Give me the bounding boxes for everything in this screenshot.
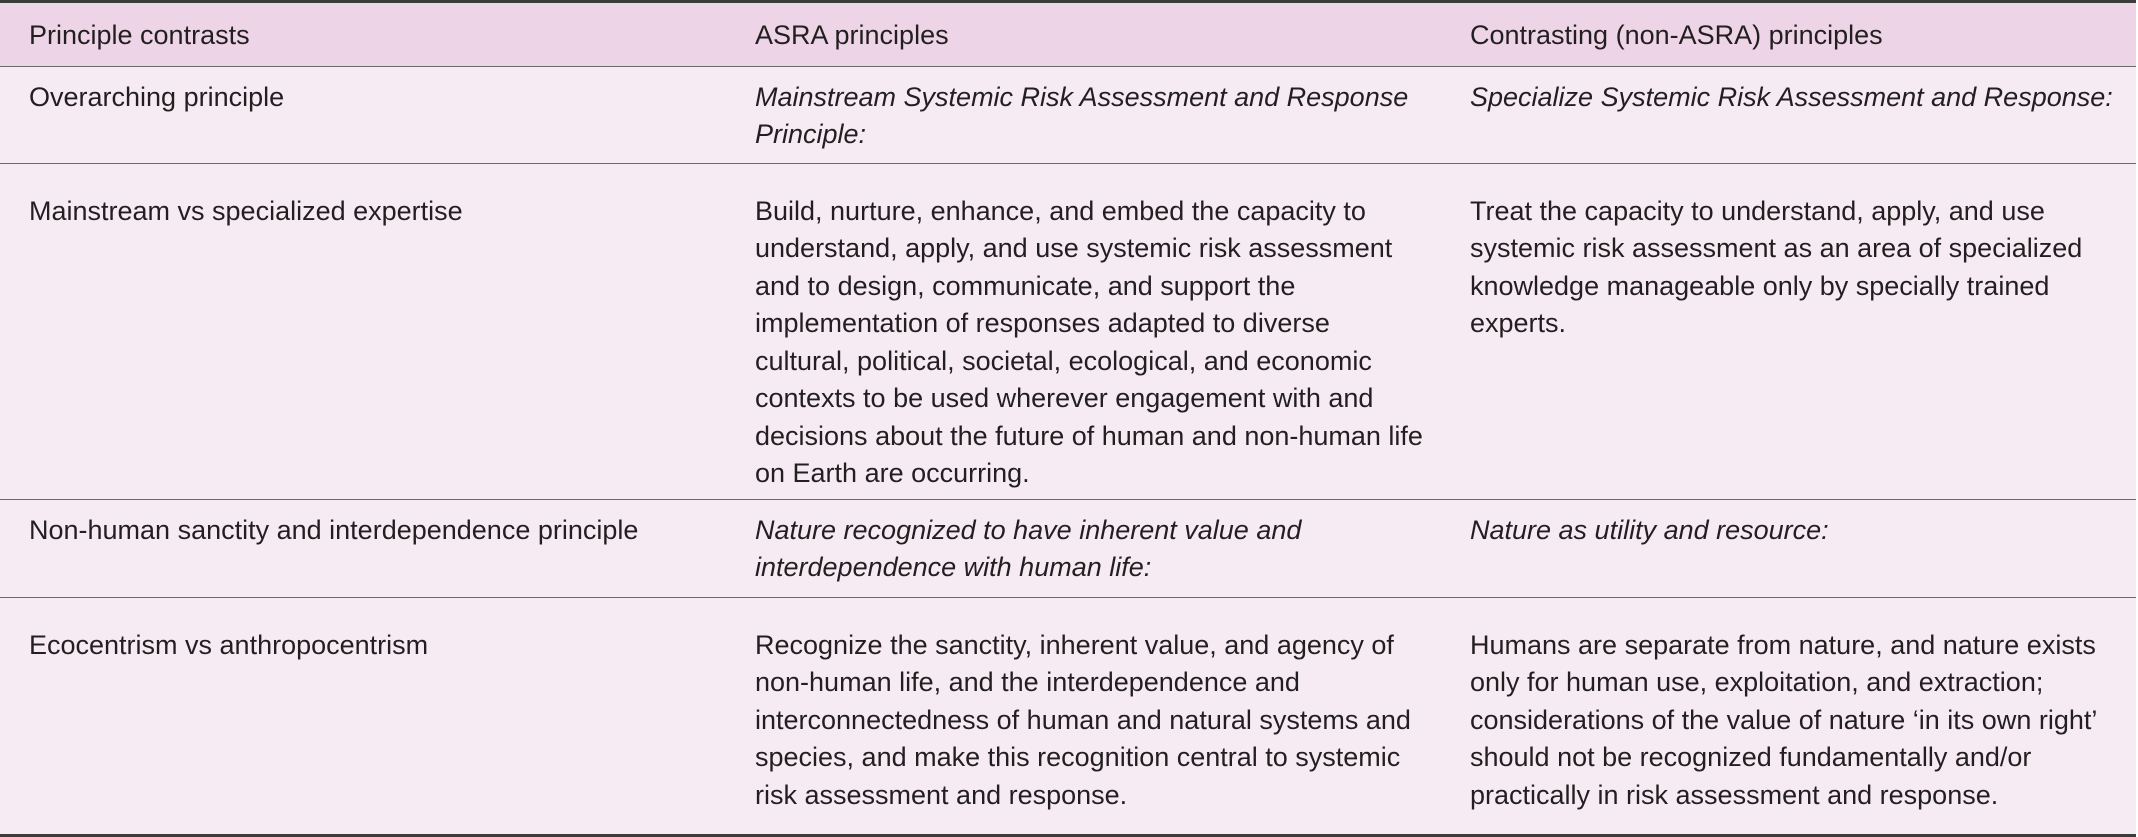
asra-principle-cell: Nature recognized to have inherent value and interdependence with human life:	[755, 514, 1302, 582]
asra-principle-cell: Recognize the sanctity, inherent value, and agency of non-human life, and the interdependence and interconnectedness of human and natural systems and species, and make this recognition central to systemic risk assessment and response.	[755, 629, 1411, 810]
non-asra-principle-cell: Specialize Systemic Risk Assessment and Response:	[1470, 81, 2113, 112]
row-label: Non-human sanctity and interdependence principle	[29, 514, 639, 545]
row-label: Overarching principle	[29, 81, 285, 112]
non-asra-principle-cell: Nature as utility and resource:	[1470, 514, 1829, 545]
non-asra-principle-cell: Humans are separate from nature, and nature exists only for human use, exploitation, and extraction; considerations of the value of nature ‘in its own right’ should not be recognized fundamentally and/or practically in risk assessment and response.	[1470, 629, 2097, 810]
table-row	[0, 163, 2136, 499]
principles-table	[0, 3, 2136, 814]
row-label: Ecocentrism vs anthropocentrism	[29, 629, 429, 660]
non-asra-principle-cell: Treat the capacity to understand, apply, and use systemic risk assessment as an area of specialized knowledge manageable only by specially trained experts.	[1470, 195, 2083, 338]
table-header-row	[0, 3, 2136, 66]
asra-principle-cell: Build, nurture, enhance, and embed the capacity to understand, apply, and use systemic risk assessment and to design, communicate, and support the implementation of responses adapted to diverse cultural, political, societal, ecological, and economic contexts to be used wherever engagement with and decisions about the future of human and non-human life on Earth are occurring.	[755, 195, 1423, 488]
row-label: Mainstream vs specialized expertise	[29, 195, 463, 226]
header-asra-principles: ASRA principles	[755, 20, 949, 50]
asra-principle-cell: Mainstream Systemic Risk Assessment and Response Principle:	[755, 81, 1409, 149]
header-principle-contrasts: Principle contrasts	[29, 20, 250, 50]
table-row	[0, 499, 2136, 597]
table-row	[0, 66, 2136, 163]
header-contrasting-principles: Contrasting (non-ASRA) principles	[1470, 20, 1883, 50]
table-row	[0, 597, 2136, 814]
